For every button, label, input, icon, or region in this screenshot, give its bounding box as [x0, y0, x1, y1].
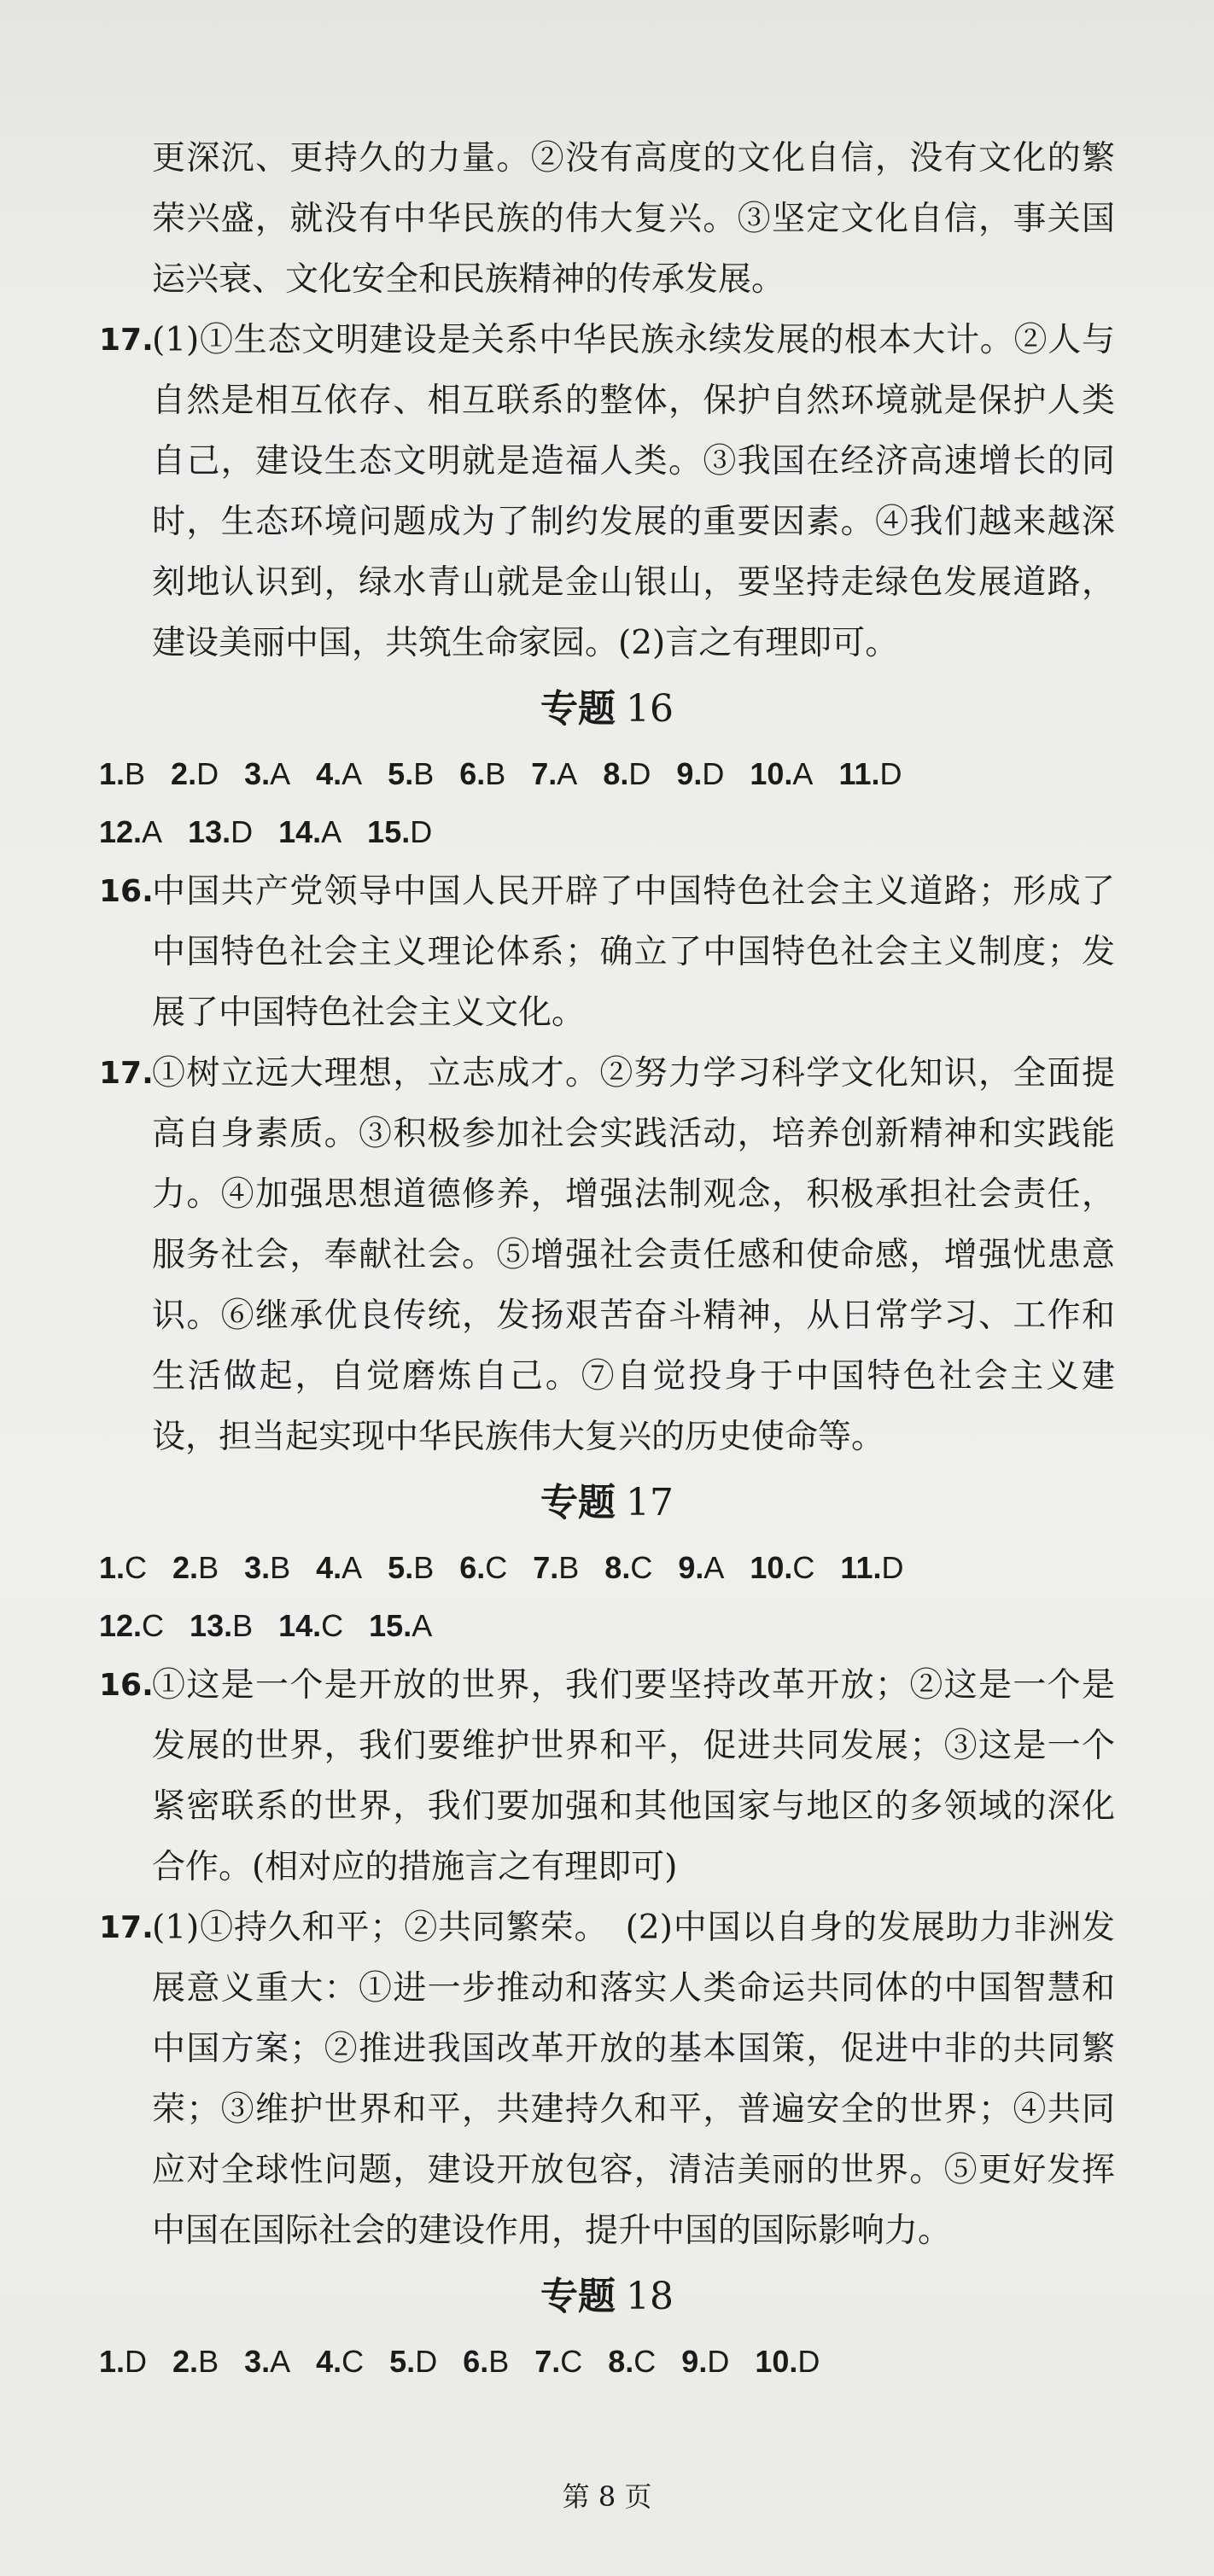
choice-letter: A — [341, 756, 363, 791]
choice-number: 13. — [190, 1608, 233, 1643]
page-number: 第 8 页 — [562, 2480, 652, 2513]
choice-letter: C — [142, 1608, 165, 1643]
choice-letter: B — [198, 2344, 219, 2379]
choice-answer — [367, 803, 432, 861]
choice-answer — [750, 1539, 814, 1597]
answer-text: 中国共产党领导中国人民开辟了中国特色社会主义道路；形成了中国特色社会主义理论体系；确立了中国特色社会主义制度；发展了中国特色社会主义文化。 — [152, 872, 1115, 1032]
choice-letter: A — [411, 1608, 433, 1643]
choice-answer — [244, 1539, 290, 1597]
section-title-label: 专题 — [540, 687, 616, 731]
choice-letter: A — [557, 756, 578, 791]
choice-number: 10. — [755, 2344, 798, 2379]
section-title-16 — [0, 675, 1214, 743]
choice-number: 5. — [388, 756, 414, 791]
choice-answer — [99, 745, 145, 803]
choice-letter: B — [232, 1608, 254, 1643]
choice-letter: B — [413, 1550, 435, 1585]
choice-letter: D — [702, 756, 725, 791]
choice-letter: D — [410, 814, 433, 849]
choice-letter: A — [341, 1550, 363, 1585]
choice-number: 5. — [389, 2344, 416, 2379]
choice-answer — [316, 745, 362, 803]
choice-letter: C — [125, 1550, 148, 1585]
section-title-number: 18 — [626, 2275, 674, 2318]
intro-paragraph: 更深沉、更持久的力量。②没有高度的文化自信，没有文化的繁荣兴盛，就没有中华民族的伟大复兴。③坚定文化自信，事关国运兴衰、文化安全和民族精神的传承发展。 — [152, 139, 1115, 299]
answer-row — [99, 1539, 1115, 1597]
choice-answer — [316, 2333, 364, 2391]
choice-answer — [681, 2333, 729, 2391]
choice-letter: D — [125, 2344, 148, 2379]
choice-letter: D — [415, 2344, 438, 2379]
choice-letter: C — [560, 2344, 583, 2379]
choice-letter: D — [707, 2344, 730, 2379]
choice-letter: C — [792, 1550, 815, 1585]
page-content — [0, 128, 1214, 2391]
choice-letter: C — [633, 2344, 657, 2379]
answer-row — [99, 745, 1115, 803]
answer-row — [99, 2333, 1115, 2391]
choice-number: 15. — [367, 814, 411, 849]
choice-answer — [99, 1597, 164, 1655]
choice-letter: B — [198, 1550, 219, 1585]
choice-number: 12. — [99, 814, 143, 849]
choice-number: 4. — [316, 756, 342, 791]
choice-number: 3. — [244, 756, 271, 791]
question-number: 17. — [99, 1910, 154, 1945]
section-title-number: 17 — [626, 1481, 674, 1524]
choice-letter: D — [881, 1550, 904, 1585]
choice-number: 14. — [278, 1608, 322, 1643]
choice-letter: C — [485, 1550, 508, 1585]
choice-number: 10. — [750, 1550, 793, 1585]
choice-number: 7. — [531, 756, 557, 791]
section-title-number: 16 — [626, 687, 674, 731]
question-16-answer — [99, 1655, 1115, 1897]
choice-number: 8. — [608, 2344, 634, 2379]
choice-answer — [244, 2333, 290, 2391]
choice-answer — [99, 1539, 147, 1597]
choice-number: 6. — [459, 1550, 486, 1585]
choice-letter: D — [231, 814, 254, 849]
answer-text: (1)①生态文明建设是关系中华民族永续发展的根本大计。②人与自然是相互依存、相互联系的整体，保护自然环境就是保护人类自己，建设生态文明就是造福人类。③我国在经济高速增长的同时，生态环境问题成为了制约发展的重要因素。④我们越来越深刻地认识到，绿水青山就是金山银山，要坚持走绿色发展道路，建设美丽中国，共筑生命家园。(2)言之有理即可。 — [152, 321, 1115, 662]
choice-answer — [840, 1539, 903, 1597]
answer-text: ①树立远大理想，立志成才。②努力学习科学文化知识，全面提高自身素质。③积极参加社会实践活动，培养创新精神和实践能力。④加强思想道德修养，增强法制观念，积极承担社会责任，服务社会，奉献社会。⑤增强社会责任感和使命感，增强忧患意识。⑥继承优良传统，发扬艰苦奋斗精神，从日常学习、工作和生活做起，自觉磨炼自己。⑦自觉投身于中国特色社会主义建设，担当起实现中华民族伟大复兴的历史使命等。 — [152, 1054, 1115, 1456]
choice-answer — [172, 2333, 219, 2391]
choice-letter: C — [630, 1550, 653, 1585]
choice-answer — [244, 745, 290, 803]
choice-letter: A — [270, 756, 291, 791]
choice-answer — [190, 1597, 253, 1655]
choice-answer — [316, 1539, 362, 1597]
choice-answer — [171, 745, 219, 803]
choice-number: 8. — [604, 1550, 631, 1585]
choice-answers-18 — [99, 2333, 1115, 2391]
choice-answer — [531, 745, 577, 803]
choice-number: 12. — [99, 1608, 143, 1643]
choice-number: 8. — [603, 756, 629, 791]
section-title-17 — [0, 1469, 1214, 1537]
choice-answer — [533, 1539, 579, 1597]
choice-answer — [603, 745, 651, 803]
question-number: 17. — [99, 1056, 154, 1091]
choice-answer — [278, 1597, 343, 1655]
choice-number: 11. — [840, 1550, 882, 1585]
choice-answer — [459, 745, 505, 803]
choice-letter: A — [321, 814, 342, 849]
choice-letter: B — [125, 756, 146, 791]
choice-number: 3. — [244, 1550, 271, 1585]
choice-answer — [389, 2333, 437, 2391]
choice-answer — [604, 1539, 652, 1597]
section-title-18 — [0, 2263, 1214, 2331]
answer-text: ①这是一个是开放的世界，我们要坚持改革开放；②这是一个是发展的世界，我们要维护世界和平，促进共同发展；③这是一个紧密联系的世界，我们要加强和其他国家与地区的多领域的深化合作。(相对应的措施言之有理即可) — [152, 1666, 1115, 1886]
question-17-answer — [99, 310, 1115, 673]
choice-number: 6. — [463, 2344, 489, 2379]
choice-letter: C — [341, 2344, 365, 2379]
choice-answer — [99, 2333, 147, 2391]
choice-number: 7. — [534, 2344, 561, 2379]
choice-answers-17 — [99, 1539, 1115, 1655]
question-17-answer — [99, 1897, 1115, 2261]
choice-letter: B — [488, 2344, 510, 2379]
answer-text: (1)①持久和平；②共同繁荣。 (2)中国以自身的发展助力非洲发展意义重大：①进一步推动和落实人类命运共同体的中国智慧和中国方案；②推进我国改革开放的基本国策，促进中非的共同繁荣；③维护世界和平，共建持久和平，普遍安全的世界；④共同应对全球性问题，建设开放包容，清洁美丽的世界。⑤更好发挥中国在国际社会的建设作用，提升中国的国际影响力。 — [152, 1909, 1115, 2250]
choice-answer — [188, 803, 253, 861]
choice-number: 5. — [388, 1550, 414, 1585]
choice-number: 14. — [278, 814, 322, 849]
section-title-label: 专题 — [540, 1481, 616, 1524]
choice-answer — [388, 1539, 434, 1597]
question-17-answer — [99, 1043, 1115, 1467]
choice-number: 9. — [676, 756, 703, 791]
choice-answer — [459, 1539, 507, 1597]
choice-answer — [676, 745, 724, 803]
choice-answer — [278, 803, 341, 861]
choice-answers-16 — [99, 745, 1115, 861]
choice-answer — [755, 2333, 820, 2391]
choice-answer — [172, 1539, 219, 1597]
choice-number: 10. — [750, 756, 793, 791]
question-number: 16. — [99, 1668, 154, 1703]
choice-number: 2. — [172, 2344, 199, 2379]
choice-number: 2. — [171, 756, 197, 791]
question-number: 17. — [99, 323, 154, 358]
choice-letter: A — [270, 2344, 291, 2379]
choice-answer — [678, 1539, 724, 1597]
choice-letter: A — [142, 814, 163, 849]
choice-letter: D — [879, 756, 902, 791]
section-title-label: 专题 — [540, 2275, 616, 2318]
choice-number: 15. — [369, 1608, 412, 1643]
choice-number: 13. — [188, 814, 231, 849]
choice-answer — [99, 803, 162, 861]
question-16-answer — [99, 861, 1115, 1043]
answer-row — [99, 803, 1115, 861]
choice-letter: B — [413, 756, 435, 791]
choice-number: 1. — [99, 756, 125, 791]
choice-letter: B — [485, 756, 506, 791]
choice-letter: A — [792, 756, 814, 791]
answer-row — [99, 1597, 1115, 1655]
choice-number: 3. — [244, 2344, 271, 2379]
choice-letter: B — [558, 1550, 580, 1585]
choice-answer — [463, 2333, 509, 2391]
choice-number: 9. — [681, 2344, 708, 2379]
question-number: 16. — [99, 874, 154, 909]
choice-number: 7. — [533, 1550, 559, 1585]
choice-answer — [608, 2333, 656, 2391]
choice-number: 1. — [99, 1550, 125, 1585]
choice-answer — [369, 1597, 432, 1655]
choice-number: 11. — [838, 756, 880, 791]
choice-answer — [838, 745, 902, 803]
choice-number: 4. — [316, 2344, 342, 2379]
choice-letter: D — [797, 2344, 820, 2379]
choice-answer — [750, 745, 813, 803]
choice-number: 1. — [99, 2344, 125, 2379]
choice-letter: D — [628, 756, 651, 791]
choice-answer — [534, 2333, 582, 2391]
choice-letter: A — [703, 1550, 725, 1585]
choice-letter: C — [321, 1608, 344, 1643]
choice-number: 6. — [459, 756, 486, 791]
choice-answer — [388, 745, 434, 803]
choice-letter: B — [270, 1550, 291, 1585]
choice-letter: D — [196, 756, 219, 791]
choice-number: 4. — [316, 1550, 342, 1585]
choice-number: 2. — [172, 1550, 199, 1585]
choice-number: 9. — [678, 1550, 704, 1585]
